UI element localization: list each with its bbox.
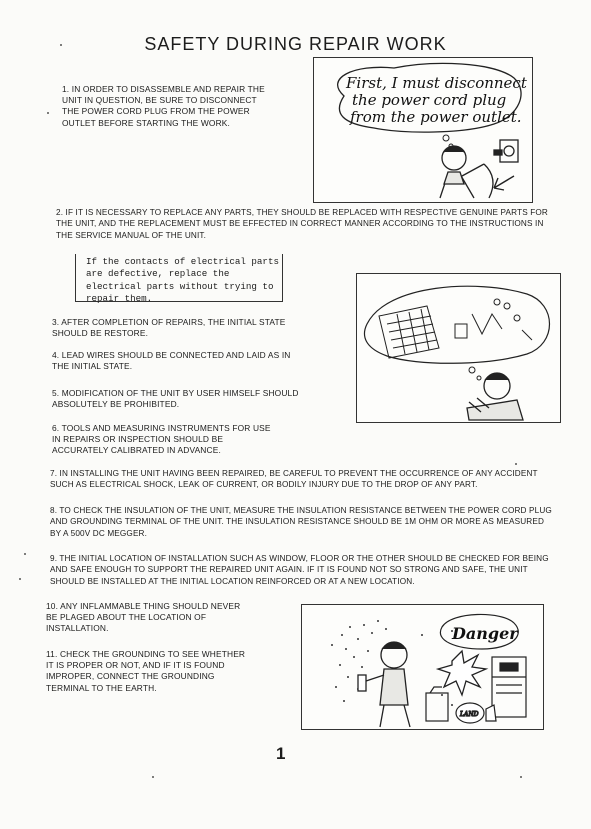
oil-can-icon [456, 703, 496, 723]
box-note [75, 254, 283, 302]
scan-speck [24, 553, 26, 555]
spark-icon [438, 651, 486, 695]
person-icon [440, 146, 493, 198]
speech-line-1: First, I must disconnect [346, 74, 527, 92]
speech-line-3: from the power outlet. [350, 108, 522, 126]
person-spraying-icon [358, 642, 410, 727]
scan-speck [152, 776, 154, 778]
arrow-icon [494, 176, 514, 190]
scan-speck [520, 776, 522, 778]
scan-speck [47, 112, 49, 114]
item-8: 8. TO CHECK THE INSULATION OF THE UNIT, MEASURE THE INSULATION RESISTANCE BETWEEN THE POWER CORD PLUG AND GROUNDING TERMINAL OF THE UNIT. THE INSULATION RESISTANCE SHOULD BE 1M OHM OR MORE AS MEASURED BY A 500V DC MEGGER. [50, 506, 552, 538]
box-note-text: If the contacts of electrical parts are defective, replace the electrical parts without trying to repair them. [86, 256, 279, 304]
item-7: 7. IN INSTALLING THE UNIT HAVING BEEN REPAIRED, BE CAREFUL TO PREVENT THE OCCURRENCE OF ANY ACCIDENT SUCH AS ELECTRICAL SHOCK, LEAK OF CURRENT, OR BODILY INJURY DUE TO THE DROP OF ANY PART. [50, 469, 538, 490]
disconnect-plug-drawing [314, 58, 532, 202]
illustration-repair-parts [356, 273, 561, 423]
repair-parts-drawing [357, 274, 560, 422]
illustration-inflammable-danger [301, 604, 544, 730]
danger-sign [440, 614, 519, 649]
item-3: 3. AFTER COMPLETION OF REPAIRS, THE INITIAL STATE SHOULD BE RESTORE. [52, 317, 286, 339]
scan-speck [19, 578, 21, 580]
scan-speck [60, 44, 62, 46]
inflammable-danger-drawing [302, 605, 543, 729]
illustration-disconnect-plug [313, 57, 533, 203]
item-2: 2. IF IT IS NECESSARY TO REPLACE ANY PARTS, THEY SHOULD BE REPLACED WITH RESPECTIVE GENUINE PARTS FOR THE UNIT, AND THE REPLACEMENT MUST BE EFFECTED IN CORRECT MANNER ACCORDING TO THE INSTRUCTIONS IN THE SERVICE MANUAL OF THE UNIT. [56, 208, 548, 240]
item-1: 1. IN ORDER TO DISASSEMBLE AND REPAIR THE UNIT IN QUESTION, BE SURE TO DISCONNECT THE POWER CORD PLUG FROM THE POWER OUTLET BEFORE STARTING THE WORK. [62, 84, 265, 128]
danger-sign-text: Danger [452, 624, 518, 643]
item-6: 6. TOOLS AND MEASURING INSTRUMENTS FOR USE IN REPAIRS OR INSPECTION SHOULD BE ACCURATELY CALIBRATED IN ADVANCE. [52, 423, 271, 456]
speech-line-2: the power cord plug [352, 91, 507, 109]
power-outlet-icon [494, 140, 518, 162]
page-title: SAFETY DURING REPAIR WORK [144, 34, 447, 54]
circuit-board-icon [379, 306, 439, 358]
item-10: 10. ANY INFLAMMABLE THING SHOULD NEVER BE PLAGED ABOUT THE LOCATION OF INSTALLATION. [46, 601, 241, 634]
item-11: 11. CHECK THE GROUNDING TO SEE WHETHER IT IS PROPER OR NOT, AND IF IT IS FOUND IMPROPER, CONNECT THE GROUNDING TERMINAL TO THE EARTH. [46, 649, 246, 693]
components-icon [455, 299, 532, 340]
item-4: 4. LEAD WIRES SHOULD BE CONNECTED AND LAID AS IN THE INITIAL STATE. [52, 350, 291, 372]
scan-speck [515, 463, 517, 465]
item-9: 9. THE INITIAL LOCATION OF INSTALLATION SUCH AS WINDOW, FLOOR OR THE OTHER SHOULD BE CHECKED FOR BEING AND SAFE ENOUGH TO SUPPORT THE REPAIRED UNIT AGAIN. IF IT IS FOUND NOT SO STRONG AND SAFE, THE UNIT SHOULD BE INSTALLED AT THE INITIAL LOCATION REINFORCED OR AT A NEW LOCATION. [50, 554, 549, 586]
appliance-icon [492, 657, 526, 717]
gas-can-icon [426, 687, 448, 721]
page-number: 1 [276, 744, 286, 763]
technician-icon [467, 373, 523, 420]
item-5: 5. MODIFICATION OF THE UNIT BY USER HIMSELF SHOULD ABSOLUTELY BE PROHIBITED. [52, 388, 299, 410]
can-label: LAND [460, 711, 479, 718]
